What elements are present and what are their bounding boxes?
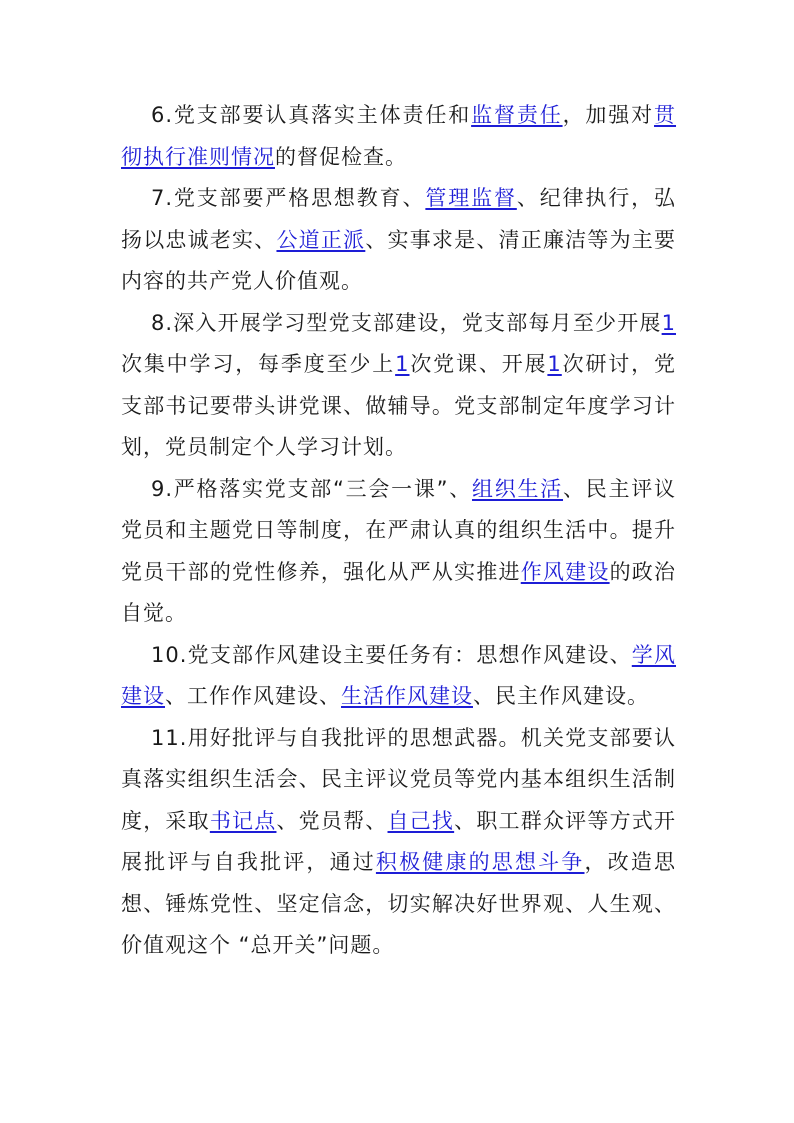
paragraph-11 (121, 718, 676, 967)
text-segment: 次研讨，党支部书记要带头讲党课、做辅导。党支部制定年度学习计划，党员制定个人学习计划。 (121, 352, 676, 459)
paragraph-10 (121, 635, 676, 718)
paragraph-8 (121, 303, 676, 469)
text-segment: 、纪律执行，弘扬以忠诚老实、 (121, 186, 676, 252)
text-segment: 次集中学习，每季度至少上 (121, 352, 396, 376)
link-healthy-ideological-struggle[interactable]: 积极健康的思想斗争 (375, 850, 585, 874)
link-fair-upright[interactable]: 公道正派 (276, 227, 366, 252)
link-number-1[interactable]: 1 (395, 352, 410, 376)
text-segment: ，改造思想、锤炼党性、坚定信念，切实解决好世界观、人生观、价值观这个 “总开关”问题。 (121, 850, 677, 957)
link-implementation-status[interactable]: 贯彻执行准则情况 (121, 103, 677, 169)
link-organizational-life[interactable]: 组织生活 (472, 476, 564, 501)
paragraph-6 (121, 95, 676, 178)
link-secretary-points[interactable]: 书记点 (209, 808, 277, 833)
link-supervision-responsibility[interactable]: 监督责任 (471, 103, 563, 127)
text-segment: 次党课、开展 (409, 352, 548, 376)
paragraph-9 (121, 469, 676, 635)
text-segment: 11.用好批评与自我批评的思想武器。机关党支部要认真落实组织生活会、民主评议党员等党内基本组织生活制度，采取 (121, 725, 676, 833)
link-study-style-building[interactable]: 学风建设 (121, 642, 676, 708)
text-segment: 6.党支部要认真落实主体责任和 (151, 103, 472, 127)
text-segment: 、工作作风建设、 (165, 684, 341, 708)
link-life-style-building[interactable]: 生活作风建设 (341, 684, 473, 708)
text-segment: 、党员帮、 (276, 808, 388, 833)
text-segment: 的政治自觉。 (121, 559, 677, 625)
document-body (121, 95, 676, 967)
text-segment: 8.深入开展学习型党支部建设，党支部每月至少开展 (151, 310, 662, 335)
text-segment: 、民主评议党员和主题党日等制度，在严肃认真的组织生活中。提升党员干部的党性修养，强化从严从实推进 (121, 476, 677, 584)
text-segment: 、民主作风建设。 (473, 684, 649, 708)
text-segment: ，加强对 (562, 103, 655, 127)
link-self-find[interactable]: 自己找 (387, 808, 455, 833)
text-segment: 7.党支部要严格思想教育、 (151, 186, 426, 210)
text-segment: 10.党支部作风建设主要任务有：思想作风建设、 (151, 642, 632, 667)
link-number-1[interactable]: 1 (661, 310, 676, 335)
text-segment: 9.严格落实党支部“三会一课”、 (151, 476, 473, 501)
text-segment: 、职工群众评等方式开展批评与自我批评，通过 (121, 808, 677, 874)
text-segment: 的督促检查。 (275, 144, 407, 169)
link-number-1[interactable]: 1 (547, 352, 562, 376)
paragraph-7 (121, 178, 676, 303)
text-segment: 、实事求是、清正廉洁等为主要内容的共产党人价值观。 (121, 227, 677, 293)
link-management-supervision[interactable]: 管理监督 (425, 186, 517, 210)
link-work-style-building[interactable]: 作风建设 (520, 559, 610, 584)
